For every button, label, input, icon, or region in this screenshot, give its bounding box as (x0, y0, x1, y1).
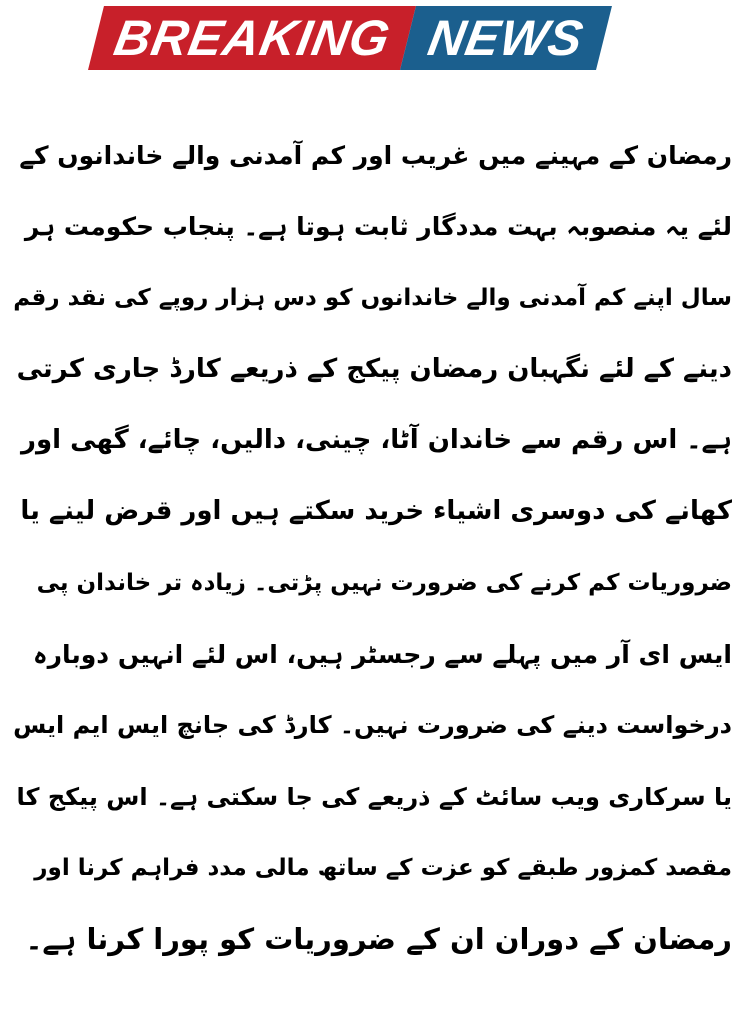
article-line: کھانے کی دوسری اشیاء خرید سکتے ہیں اور قرض لینے یا (20, 496, 732, 527)
article-line: سال اپنے کم آمدنی والے خاندانوں کو دس ہزار روپے کی نقد رقم (13, 284, 732, 311)
news-label-box (400, 6, 612, 70)
breaking-news-banner (96, 6, 604, 70)
article-line: ہے۔ اس رقم سے خاندان آٹا، چینی، دالیں، چائے، گھی اور (21, 425, 732, 456)
article-line: لئے یہ منصوبہ بہت مددگار ثابت ہوتا ہے۔ پنجاب حکومت ہر (24, 212, 732, 242)
article-line: یا سرکاری ویب سائٹ کے ذریعے کی جا سکتی ہے۔ اس پیکج کا (16, 782, 732, 811)
breaking-label-box (88, 6, 416, 70)
article-line: رمضان کے مہینے میں غریب اور کم آمدنی والے خاندانوں کے (19, 141, 732, 170)
article-body (0, 120, 750, 976)
article-line: دینے کے لئے نگہبان رمضان پیکج کے ذریعے کارڈ جاری کرتی (16, 353, 732, 384)
breaking-label: BREAKING (109, 10, 395, 66)
article-line: درخواست دینے کی ضرورت نہیں۔ کارڈ کی جانچ ایس ایم ایس (13, 711, 732, 740)
article-line: ایس ای آر میں پہلے سے رجسٹر ہیں، اس لئے انہیں دوبارہ (32, 640, 732, 670)
article-line: مقصد کمزور طبقے کو عزت کے ساتھ مالی مدد فراہم کرنا اور (34, 854, 732, 881)
article-line: رمضان کے دوران ان کے ضروریات کو پورا کرنا ہے۔ (25, 922, 732, 957)
news-label: NEWS (424, 10, 588, 66)
article-line: ضروریات کم کرنے کی ضرورت نہیں پڑتی۔ زیادہ تر خاندان پی (36, 569, 732, 596)
